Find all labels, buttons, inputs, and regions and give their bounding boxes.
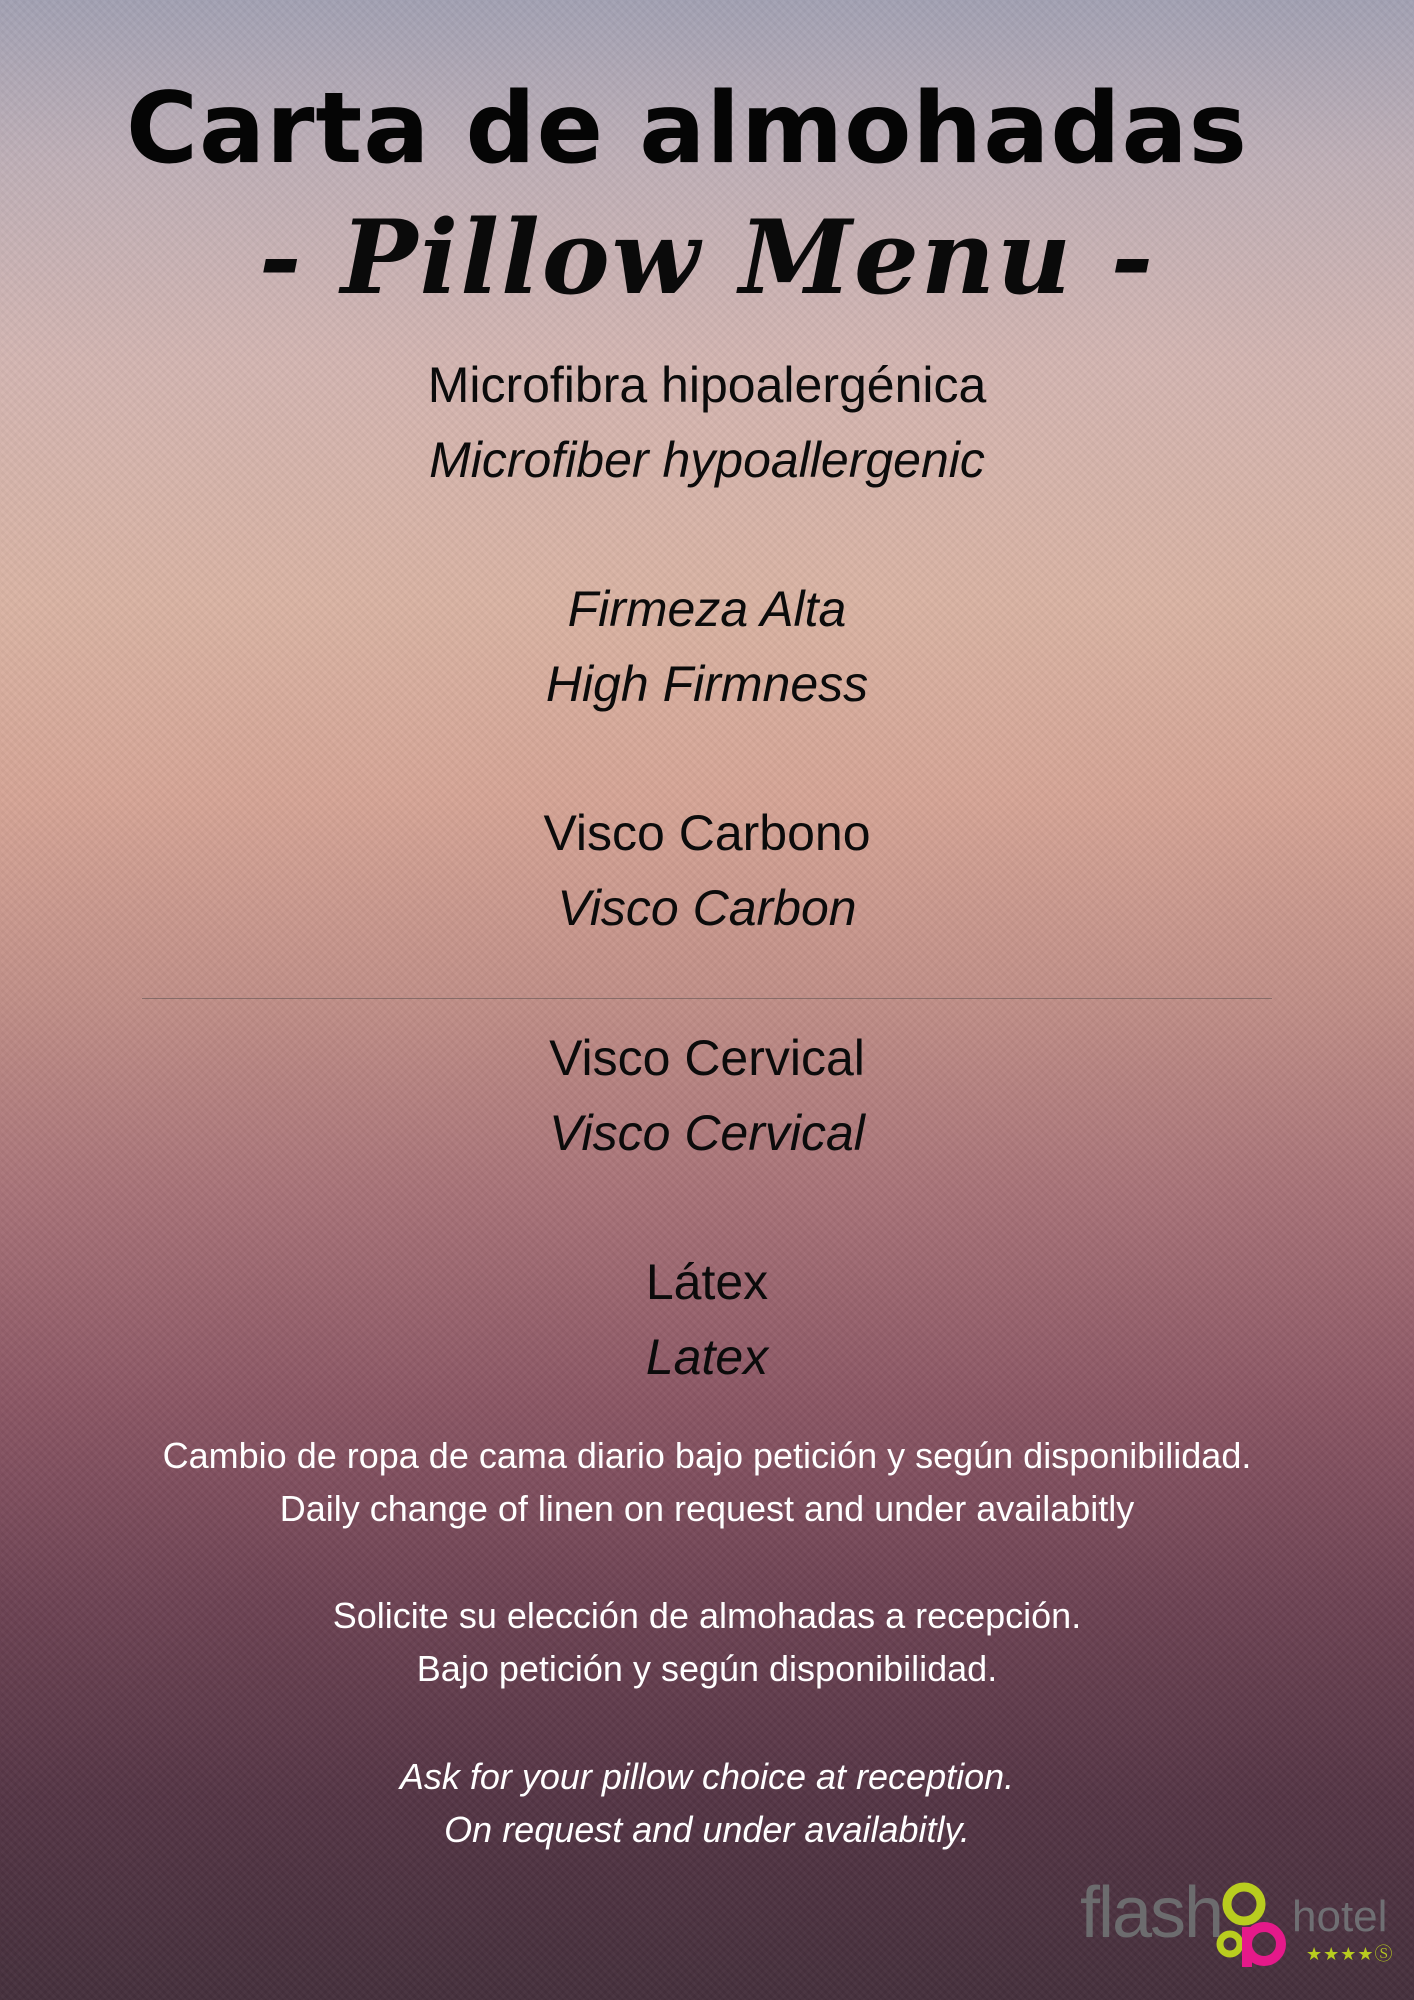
pillow-item-visco-carbon bbox=[0, 796, 1414, 946]
pillow-name-en: Visco Cervical bbox=[549, 1105, 865, 1161]
pillow-name-es: Látex bbox=[645, 1254, 769, 1310]
pillow-name-en: High Firmness bbox=[545, 656, 869, 712]
pillow-name-es: Firmeza Alta bbox=[567, 581, 847, 637]
logo-brand-text: flash bbox=[1080, 1873, 1223, 1953]
request-note-en bbox=[0, 1750, 1414, 1856]
pillow-name-es: Visco Cervical bbox=[549, 1030, 865, 1086]
page-title: Carta de almohadas bbox=[126, 72, 1248, 186]
linen-note-es: Cambio de ropa de cama diario bajo petición y según disponibilidad. bbox=[162, 1435, 1252, 1476]
page-subtitle: - Pillow Menu - bbox=[258, 198, 1156, 318]
logo-stars-rating: ★★★★Ⓢ bbox=[1306, 1944, 1394, 1965]
logo-suffix-text: hotel bbox=[1292, 1892, 1388, 1941]
pillow-item-microfiber bbox=[0, 348, 1414, 498]
pillow-item-visco-cervical bbox=[0, 1021, 1414, 1171]
pillow-item-latex bbox=[0, 1245, 1414, 1395]
linen-change-note bbox=[0, 1429, 1414, 1535]
section-divider bbox=[142, 998, 1272, 999]
pillow-name-es: Microfibra hipoalergénica bbox=[427, 357, 987, 413]
request-note-en-line1: Ask for your pillow choice at reception. bbox=[399, 1756, 1015, 1797]
pillow-name-es: Visco Carbono bbox=[543, 805, 871, 861]
pillow-item-high-firmness bbox=[0, 572, 1414, 722]
pillow-name-en: Latex bbox=[645, 1329, 769, 1385]
request-note-es-line1: Solicite su elección de almohadas a recepción. bbox=[332, 1595, 1082, 1636]
request-note-en-line2: On request and under availabitly. bbox=[444, 1809, 970, 1850]
request-note-es bbox=[0, 1589, 1414, 1695]
pillow-name-en: Visco Carbon bbox=[557, 880, 857, 936]
pillow-name-en: Microfiber hypoallergenic bbox=[429, 432, 985, 488]
flash-hotel-logo bbox=[1080, 1872, 1394, 1972]
linen-note-en: Daily change of linen on request and under availabitly bbox=[279, 1488, 1135, 1529]
request-note-es-line2: Bajo petición y según disponibilidad. bbox=[416, 1648, 998, 1689]
